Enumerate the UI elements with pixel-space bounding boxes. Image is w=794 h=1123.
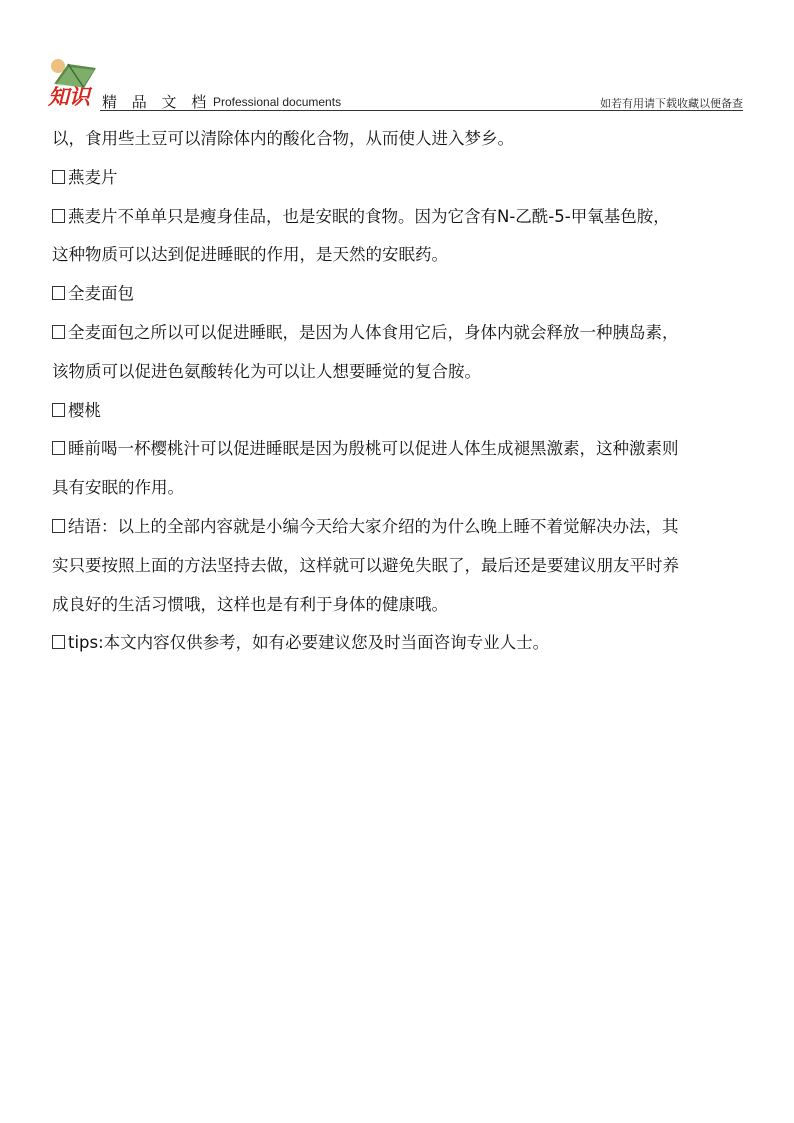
paragraph-line [52,430,762,469]
paragraph-text: 全麦面包 [68,284,134,304]
paragraph-text: 结语：以上的全部内容就是小编今天给大家介绍的为什么晚上睡不着觉解决办法，其 [68,516,679,536]
header-rule [100,110,743,111]
paragraph-text: 该物质可以促进色氨酸转化为可以让人想要睡觉的复合胺。 [52,361,481,381]
svg-text:知识: 知识 [48,84,90,108]
brand-title: 精 品 文 档 [102,93,212,111]
paragraph-line [52,392,762,431]
bullet-box-icon [52,635,65,649]
paragraph-line [52,547,762,586]
brand-subtitle: Professional documents [213,95,342,109]
paragraph-text: 全麦面包之所以可以促进睡眠，是因为人体食用它后，身体内就会释放一种胰岛素， [68,322,679,342]
paragraph-text: 樱桃 [68,400,101,420]
bullet-box-icon [52,170,65,184]
paragraph-line [52,624,762,663]
document-body [52,120,762,663]
paragraph-line [52,159,762,198]
page-header [0,0,794,112]
paragraph-text: 燕麦片 [68,167,118,187]
paragraph-line [52,314,762,353]
bullet-box-icon [52,441,65,455]
paragraph-line [52,120,762,159]
paragraph-text: 具有安眠的作用。 [52,478,184,498]
bullet-box-icon [52,519,65,533]
paragraph-text: 实只要按照上面的方法坚持去做，这样就可以避免失眠了，最后还是要建议朋友平时养 [52,555,679,575]
paragraph-line [52,508,762,547]
paragraph-text: 成良好的生活习惯哦，这样也是有利于身体的健康哦。 [52,594,448,614]
bullet-box-icon [52,209,65,223]
paragraph-line [52,586,762,625]
header-tagline: 如若有用请下载收藏以便备查 [600,97,743,110]
paragraph-line [52,198,762,237]
paragraph-text: 这种物质可以达到促进睡眠的作用，是天然的安眠药。 [52,245,448,265]
paragraph-text: tips:本文内容仅供参考，如有必要建议您及时当面咨询专业人士。 [68,633,550,653]
paragraph-line [52,275,762,314]
paragraph-line [52,469,762,508]
bullet-box-icon [52,403,65,417]
logo-icon [46,54,102,108]
paragraph-line [52,353,762,392]
paragraph-text: 燕麦片不单单只是瘦身佳品，也是安眠的食物。因为它含有N-乙酰-5-甲氧基色胺， [68,206,670,226]
bullet-box-icon [52,286,65,300]
paragraph-line [52,236,762,275]
paragraph-text: 以，食用些土豆可以清除体内的酸化合物，从而使人进入梦乡。 [52,129,514,148]
paragraph-text: 睡前喝一杯樱桃汁可以促进睡眠是因为殷桃可以促进人体生成褪黑激素，这种激素则 [68,439,679,459]
bullet-box-icon [52,325,65,339]
